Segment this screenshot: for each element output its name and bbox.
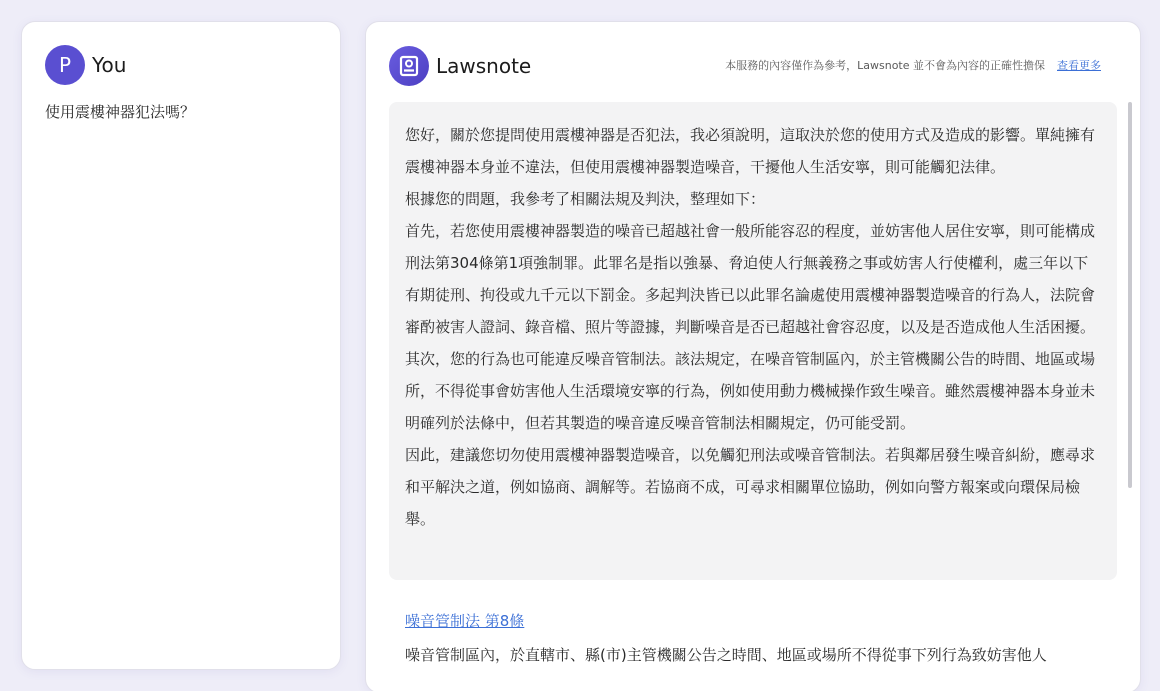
answer-paragraph: 首先，若您使用震樓神器製造的噪音已超越社會一般所能容忍的程度，並妨害他人居住安寧，則可能構成刑法第304條第1項強制罪。此罪名是指以強暴、脅迫使人行無義務之事或妨害人行使權利，處三年以下有期徒刑、拘役或九千元以下罰金。多起判決皆已以此罪名論處使用震樓神器製造噪音的行為人，法院會審酌被害人證詞、錄音檔、照片等證據，判斷噪音是否已超越社會容忍度，以及是否造成他人生活困擾。: [405, 222, 1096, 336]
answer-paragraph: 因此，建議您切勿使用震樓神器製造噪音，以免觸犯刑法或噪音管制法。若與鄰居發生噪音糾紛，應尋求和平解決之道，例如協商、調解等。若協商不成，可尋求相關單位協助，例如向警方報案或向環保局檢舉。: [405, 446, 1096, 528]
user-avatar: P: [45, 45, 85, 85]
assistant-message-card: [365, 21, 1141, 691]
reference-law-text: 噪音管制區內，於直轄市、縣(市)主管機關公告之時間、地區或場所不得從事下列行為致妨害他人: [405, 646, 1047, 664]
user-name: You: [92, 53, 127, 77]
answer-box: [389, 102, 1117, 580]
user-question: 使用震樓神器犯法嗎？: [45, 103, 196, 121]
disclaimer-text: 本服務的內容僅作為參考，Lawsnote 並不會為內容的正確性擔保: [725, 59, 1045, 72]
answer-paragraph: 根據您的問題，我參考了相關法規及判決，整理如下：: [405, 190, 766, 208]
user-message-card: [21, 21, 341, 670]
see-more-link[interactable]: 查看更多: [1057, 59, 1101, 72]
lawsnote-logo-icon: [389, 46, 429, 86]
answer-paragraph: 您好，關於您提問使用震樓神器是否犯法，我必須說明，這取決於您的使用方式及造成的影響。單純擁有震樓神器本身並不違法，但使用震樓神器製造噪音，干擾他人生活安寧，則可能觸犯法律。: [405, 126, 1096, 176]
answer-paragraph: 其次，您的行為也可能違反噪音管制法。該法規定，在噪音管制區內，於主管機關公告的時間、地區或場所，不得從事會妨害他人生活環境安寧的行為，例如使用動力機械操作致生噪音。雖然震樓神器本身並未明確列於法條中，但若其製造的噪音違反噪音管制法相關規定，仍可能受罰。: [405, 350, 1096, 432]
assistant-name: Lawsnote: [436, 54, 532, 78]
scrollbar[interactable]: [1128, 102, 1132, 488]
reference-law-link[interactable]: 噪音管制法 第8條: [405, 612, 525, 630]
